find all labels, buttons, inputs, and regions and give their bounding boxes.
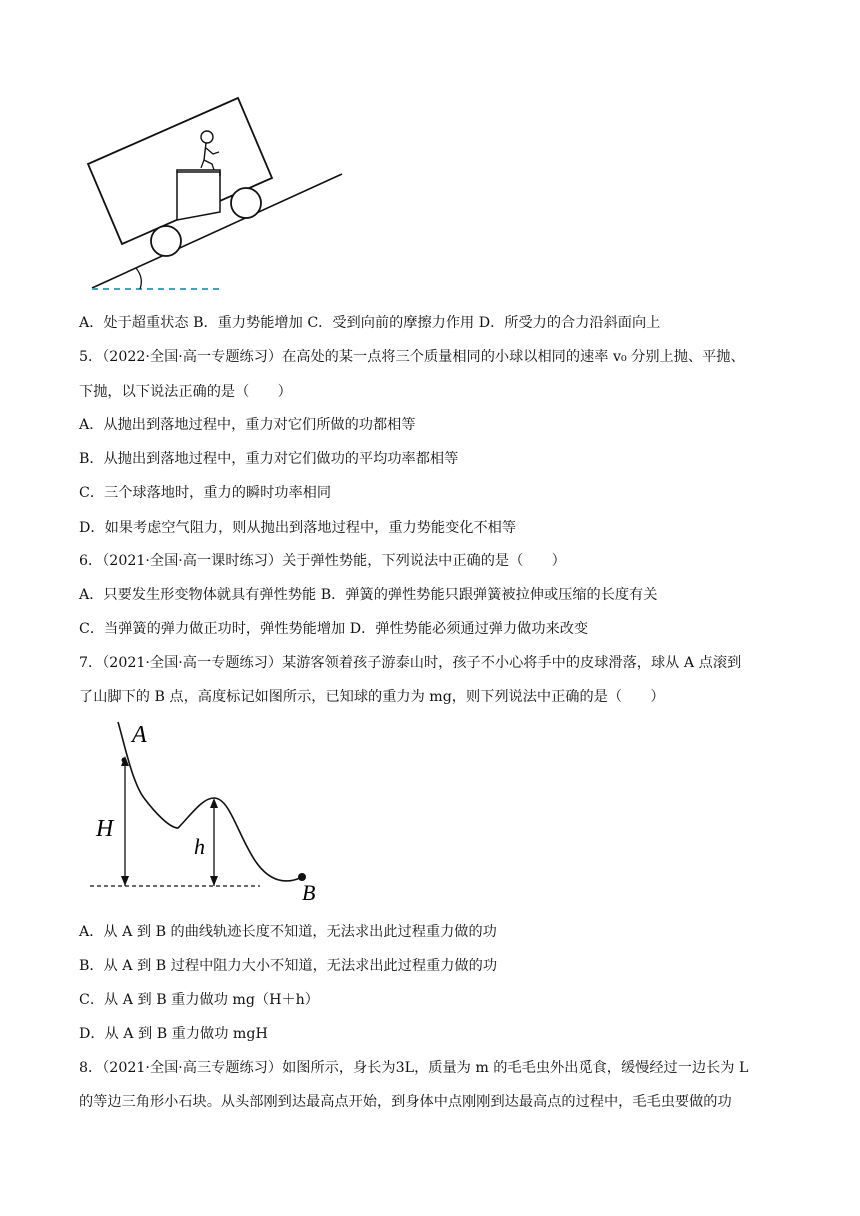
q6-options-cd: C．当弹簧的弹力做正功时，弹性势能增加 D．弹性势能必须通过弹力做功来改变 (79, 621, 589, 637)
q5-option-c: C．三个球落地时，重力的瞬时功率相同 (79, 485, 332, 501)
front-wheel (231, 188, 261, 218)
label-H: H (96, 816, 114, 842)
q7-option-b: B．从 A 到 B 过程中阻力大小不知道，无法求出此过程重力做的功 (79, 958, 498, 974)
q8-line1: 8．（2021·全国·高三专题练习）如图所示，身长为3L，质量为 m 的毛毛虫外出觅食，缓慢经过一边长为 L (79, 1060, 749, 1076)
label-A: A (132, 722, 147, 748)
q7-stem-line1: 7．（2021·全国·高一专题练习）某游客领着孩子游泰山时，孩子不小心将手中的皮球滑落，球从 A 点滚到 (79, 655, 742, 671)
q7-option-d: D．从 A 到 B 重力做功 mgH (79, 1026, 268, 1042)
q5-option-d: D．如果考虑空气阻力，则从抛出到落地过程中，重力势能变化不相等 (79, 520, 517, 536)
q5-option-b: B．从抛出到落地过程中，重力对它们做功的平均功率都相等 (79, 451, 459, 467)
q8-line2: 的等边三角形小石块。从头部刚到达最高点开始，到身体中点刚刚到达最高点的过程中，毛毛虫要做的功 (79, 1094, 732, 1110)
q6-options-ab: A．只要发生形变物体就具有弹性势能 B．弹簧的弹性势能只跟弹簧被拉伸或压缩的长度有关 (79, 587, 658, 603)
h-arrow-head-top (210, 798, 218, 808)
angle-arc (136, 268, 141, 289)
h-arrow-head-bottom (210, 876, 218, 886)
label-B: B (302, 880, 316, 905)
H-arrow-head-bottom (121, 876, 129, 886)
q5-option-a: A．从抛出到落地过程中，重力对它们所做的功都相等 (79, 417, 416, 433)
label-h: h (194, 834, 205, 859)
q7-stem-line2: 了山脚下的 B 点，高度标记如图所示，已知球的重力为 mg，则下列说法中正确的是（ ） (79, 689, 665, 705)
hill-trajectory-figure (80, 712, 340, 912)
q5-stem-line2: 下抛，以下说法正确的是（ ） (79, 384, 292, 400)
q6-stem: 6．（2021·全国·高一课时练习）关于弹性势能，下列说法中正确的是（ ） (79, 553, 566, 569)
q7-option-a: A．从 A 到 B 的曲线轨迹长度不知道，无法求出此过程重力做的功 (79, 924, 497, 940)
cart-incline-figure (80, 90, 360, 300)
q7-option-c: C．从 A 到 B 重力做功 mg（H＋h） (79, 992, 319, 1008)
q4-options: A．处于超重状态 B．重力势能增加 C．受到向前的摩擦力作用 D．所受力的合力沿斜面向上 (79, 315, 661, 331)
q5-stem-line1: 5．（2022·全国·高一专题练习）在高处的某一点将三个质量相同的小球以相同的速率 v₀ 分别上抛、平抛、 (79, 349, 745, 365)
person-head (201, 131, 213, 143)
cart-body (88, 98, 272, 244)
seat-box (177, 172, 220, 220)
rear-wheel (151, 226, 181, 256)
